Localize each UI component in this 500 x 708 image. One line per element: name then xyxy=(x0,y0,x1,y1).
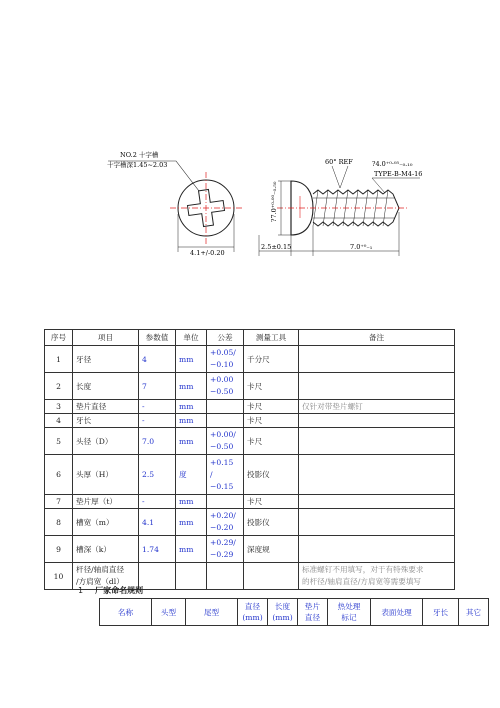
row-item: 牙长 xyxy=(73,414,139,428)
naming-cell-other: 其它 xyxy=(459,599,489,626)
row-note: 仅针对带垫片螺钉 xyxy=(299,400,455,414)
header-tolerance: 公差 xyxy=(207,330,244,346)
side-view xyxy=(259,158,422,256)
row-tolerance: +0.05/ −0.10 xyxy=(207,346,244,373)
row-note xyxy=(299,346,455,373)
naming-cell-washer: 垫片 直径 xyxy=(298,599,328,626)
section-number: 1 xyxy=(78,586,84,595)
row-tolerance xyxy=(207,563,244,590)
row-note: 标准螺钉不用填写，对于有特殊要求 的杆径/轴肩直径/方肩宽等需要填写 xyxy=(299,563,455,590)
naming-cell-length: 长度 (mm) xyxy=(268,599,298,626)
row-value: - xyxy=(139,495,176,509)
row-unit: mm xyxy=(176,536,207,563)
spec-table xyxy=(44,329,455,590)
row-tolerance: +0.00/ −0.50 xyxy=(207,428,244,455)
row-tolerance: +0.29/ −0.29 xyxy=(207,536,244,563)
row-tool: 卡尺 xyxy=(244,414,299,428)
naming-cell-thread-length: 牙长 xyxy=(423,599,459,626)
row-unit: mm xyxy=(176,509,207,536)
row-value: 1.74 xyxy=(139,536,176,563)
row-value: 2.5 xyxy=(139,455,176,495)
row-item: 垫片直径 xyxy=(73,400,139,414)
row-no: 2 xyxy=(45,373,73,400)
row-note xyxy=(299,536,455,563)
row-value: - xyxy=(139,414,176,428)
row-note xyxy=(299,455,455,495)
row-tool: 千分尺 xyxy=(244,346,299,373)
spec-header-row xyxy=(45,330,455,346)
row-unit xyxy=(176,563,207,590)
header-no: 序号 xyxy=(45,330,73,346)
thread-dia-label: ?4.0⁺⁰·⁰⁵₋₀.₁₀ xyxy=(372,160,413,168)
row-value: 7.0 xyxy=(139,428,176,455)
row-unit: mm xyxy=(176,414,207,428)
row-tolerance xyxy=(207,414,244,428)
row-unit: 度 xyxy=(176,455,207,495)
row-unit: mm xyxy=(176,373,207,400)
header-note: 备注 xyxy=(299,330,455,346)
row-no: 9 xyxy=(45,536,73,563)
row-item: 头径（D） xyxy=(73,428,139,455)
naming-cell-head: 头型 xyxy=(152,599,186,626)
header-value: 参数值 xyxy=(139,330,176,346)
row-no: 7 xyxy=(45,495,73,509)
row-item: 长度 xyxy=(73,373,139,400)
row-tool: 卡尺 xyxy=(244,428,299,455)
row-no: 4 xyxy=(45,414,73,428)
slot-label: NO.2 十字槽 xyxy=(120,151,159,159)
row-tool: 卡尺 xyxy=(244,400,299,414)
header-item: 项目 xyxy=(73,330,139,346)
row-note xyxy=(299,509,455,536)
header-tool: 测量工具 xyxy=(244,330,299,346)
row-tool: 卡尺 xyxy=(244,373,299,400)
row-value: 7 xyxy=(139,373,176,400)
row-tolerance: +0.15 / −0.15 xyxy=(207,455,244,495)
table-row xyxy=(45,400,455,414)
row-value xyxy=(139,563,176,590)
slot-depth-label: 十字槽深1.45~2.03 xyxy=(107,161,168,169)
row-unit: mm xyxy=(176,400,207,414)
row-value: - xyxy=(139,400,176,414)
naming-cell-surface: 表面处理 xyxy=(371,599,423,626)
row-unit: mm xyxy=(176,495,207,509)
naming-cell-tail: 尾型 xyxy=(186,599,238,626)
table-row xyxy=(45,536,455,563)
naming-table xyxy=(99,598,489,626)
head-diameter-label: 4.1+/-0.20 xyxy=(190,249,225,257)
top-view xyxy=(107,150,242,257)
table-row xyxy=(45,373,455,400)
row-no: 6 xyxy=(45,455,73,495)
row-no: 3 xyxy=(45,400,73,414)
row-tool xyxy=(244,563,299,590)
row-unit: mm xyxy=(176,428,207,455)
table-row xyxy=(45,455,455,495)
row-tool: 深度规 xyxy=(244,536,299,563)
naming-cell-diameter: 直径 (mm) xyxy=(238,599,268,626)
length-label: 7.0⁺⁰₋₁ xyxy=(350,243,373,251)
row-tolerance xyxy=(207,400,244,414)
row-no: 8 xyxy=(45,509,73,536)
table-row xyxy=(45,346,455,373)
row-item: 垫片厚（t） xyxy=(73,495,139,509)
row-tool: 投影仪 xyxy=(244,455,299,495)
row-tolerance: +0.20/ −0.20 xyxy=(207,509,244,536)
header-unit: 单位 xyxy=(176,330,207,346)
row-no: 10 xyxy=(45,563,73,590)
row-no: 5 xyxy=(45,428,73,455)
row-item: 牙径 xyxy=(73,346,139,373)
row-tool: 卡尺 xyxy=(244,495,299,509)
row-item: 槽深（k） xyxy=(73,536,139,563)
screw-drawing xyxy=(0,0,500,300)
row-note xyxy=(299,373,455,400)
head-dia-side-label: ?7.0⁺⁰·⁰⁰₋₀.₅₀ xyxy=(270,181,278,222)
row-note xyxy=(299,495,455,509)
row-tolerance: +0.00 −0.50 xyxy=(207,373,244,400)
row-tolerance xyxy=(207,495,244,509)
section-title xyxy=(78,585,143,596)
table-row xyxy=(45,414,455,428)
section-title-text: 厂家命名规则 xyxy=(95,586,144,595)
row-item: 杆径/轴肩直径 /方肩宽（dl） xyxy=(73,563,139,590)
table-row xyxy=(45,428,455,455)
row-no: 1 xyxy=(45,346,73,373)
angle-label: 60° REF xyxy=(325,158,353,166)
row-item: 头厚（H） xyxy=(73,455,139,495)
row-unit: mm xyxy=(176,346,207,373)
row-note xyxy=(299,428,455,455)
naming-cell-heat: 热处理 标记 xyxy=(328,599,371,626)
table-row xyxy=(45,495,455,509)
row-value: 4 xyxy=(139,346,176,373)
type-label: TYPE-B-M4-16 xyxy=(374,170,423,178)
row-item: 槽宽（m） xyxy=(73,509,139,536)
naming-cell-name: 名称 xyxy=(100,599,152,626)
naming-row xyxy=(100,599,489,626)
row-note xyxy=(299,414,455,428)
row-value: 4.1 xyxy=(139,509,176,536)
head-height-label: 2.5±0.15 xyxy=(261,243,292,251)
table-row xyxy=(45,509,455,536)
row-tool: 投影仪 xyxy=(244,509,299,536)
